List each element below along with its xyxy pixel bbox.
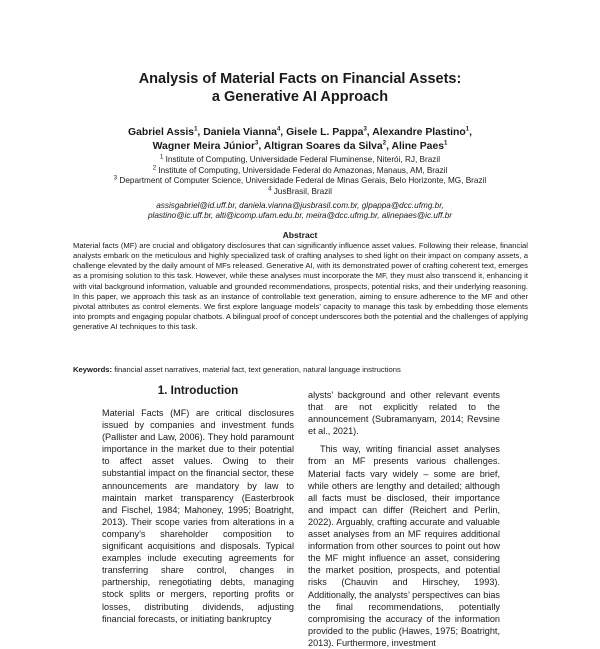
- affiliation-text: Institute of Computing, Universidade Federal do Amazonas, Manaus, AM, Brazil: [158, 165, 448, 175]
- author-affiliation-mark: 1: [444, 140, 448, 147]
- paper-title: [0, 70, 600, 106]
- author: Aline Paes: [391, 141, 445, 152]
- abstract-body: Material facts (MF) are crucial and obligatory disclosures that can significantly influence asset values. Following their release, financial analysts embark on the meticulous and highly specialized task of crafting analyses to shed light on their impact on company assets, a challenge elevated by the daily amount of MFs released. Generative AI, with its demonstrated power of crafting coherent text, emerges as a promising solution to this task. However, while these analyses must incorporate the MF, they must also transcend it, enhancing it with vital background information, valuable and grounded recommendations, prospects, potential risks, and their underlying reasoning. In this paper, we approach this task as an instance of controllable text generation, aiming to ensure adherence to the MF and other pivotal attributes as control elements. We first explore language models’ capacity to manage this task by embedding those elements into prompts and engaging popular chatbots. A bilingual proof of concept underscores both the potential and the challenges of applying generative AI techniques to this task.: [73, 241, 528, 332]
- email-line-2: plastino@ic.uff.br, alti@icomp.ufam.edu.br, meira@dcc.ufmg.br, alinepaes@ic.uff.br: [147, 211, 453, 221]
- author-affiliation-mark: 4: [276, 126, 281, 133]
- affiliation: [0, 176, 600, 187]
- affiliation-number: 2: [152, 164, 157, 171]
- title-line-2: a Generative AI Approach: [211, 89, 389, 105]
- affiliation-number: 1: [159, 154, 164, 161]
- author: Altigran Soares da Silva: [263, 141, 383, 152]
- paragraph: alysts’ background and other relevant events that are not explicitly related to the announcement (Subramanyam, 2014; Revsine et al., 2021).: [308, 390, 500, 437]
- affiliation-number: 4: [268, 186, 272, 193]
- affiliation-text: Institute of Computing, Universidade Federal Fluminense, Niterói, RJ, Brazil: [165, 155, 441, 164]
- author-separator: ,: [366, 127, 373, 138]
- author: Gisele L. Pappa: [286, 127, 364, 138]
- affiliation: [0, 155, 600, 166]
- left-column: [102, 407, 294, 625]
- author: Wagner Meira Júnior: [152, 141, 256, 152]
- affiliation-list: [0, 155, 600, 197]
- author: Gabriel Assis: [128, 127, 195, 138]
- author-list: [0, 126, 600, 154]
- affiliation: [0, 166, 600, 177]
- author: Daniela Vianna: [203, 127, 277, 138]
- author-affiliation-mark: 3: [255, 140, 259, 147]
- author-separator: ,: [386, 141, 392, 152]
- author-line-2: [0, 140, 600, 154]
- keywords-label: Keywords:: [73, 365, 113, 374]
- section-heading-introduction: 1. Introduction: [157, 384, 239, 397]
- keywords-text: financial asset narratives, material fact, text generation, natural language instructions: [114, 365, 401, 374]
- email-line-1: assisgabriel@id.uff.br, daniela.vianna@jusbrasil.com.br, glpappa@dcc.ufmg.br,: [156, 201, 444, 210]
- author-line-1: [0, 126, 600, 140]
- affiliation-number: 3: [113, 175, 118, 182]
- author-affiliation-mark: 3: [363, 126, 367, 133]
- right-column: [308, 389, 500, 649]
- author-separator: ,: [280, 127, 287, 138]
- email-list: [0, 201, 600, 222]
- paragraph: Material Facts (MF) are critical disclosures issued by companies and investment funds (Pallister and Law, 2006). They hold paramount importance in the market due to their potential to affect asset values. Owing to their substantial impact on the financial sector, these announcements are mandatory by law to maintain market transparency (Easterbrook and Fischel, 1984; Mahoney, 1995; Boatright, 2013). Their scope varies from alterations in a company’s shareholder composition to significant acquisitions and disposals. Typical examples include executing agreements for transferring share control, changes in partnership, renegotiating debts, managing stock splits or mergers, reporting profits or losses, distributing dividends, adjusting financial forecasts, or initiating bankruptcy: [102, 408, 294, 624]
- paragraph: This way, writing financial asset analyses from an MF presents various challenges. Material facts vary widely – some are brief, while others are lengthy and detailed; although all facts must be disclosed, their importance and impact can differ (Reichert and Perlin, 2022). Arguably, crafting accurate and valuable asset analyses from an MF requires additional information from other sources to point out how the MF might influence an asset, considering the market position, prospects, and potential risks (Chauvin and Hirschey, 1993). Additionally, the analysts’ perspectives can bias the final recommendations, potentially compromising the accuracy of the information provided to the public (Hawes, 1975; Boatright, 2013). Furthermore, investment: [308, 444, 500, 648]
- author-separator: ,: [469, 127, 472, 138]
- author-separator: ,: [258, 141, 264, 152]
- author: Alexandre Plastino: [372, 127, 466, 138]
- author-affiliation-mark: 2: [382, 140, 387, 147]
- author-affiliation-mark: 1: [465, 126, 470, 133]
- affiliation-text: Department of Computer Science, Universidade Federal de Minas Gerais, Belo Horizonte, MG, Brazil: [119, 176, 487, 186]
- author-affiliation-mark: 1: [194, 126, 198, 133]
- author-separator: ,: [197, 127, 204, 138]
- title-line-1: Analysis of Material Facts on Financial Assets:: [138, 71, 462, 87]
- affiliation-text: JusBrasil, Brazil: [273, 186, 332, 196]
- keywords: [73, 365, 528, 374]
- abstract-heading: Abstract: [282, 230, 318, 240]
- affiliation: [0, 187, 600, 198]
